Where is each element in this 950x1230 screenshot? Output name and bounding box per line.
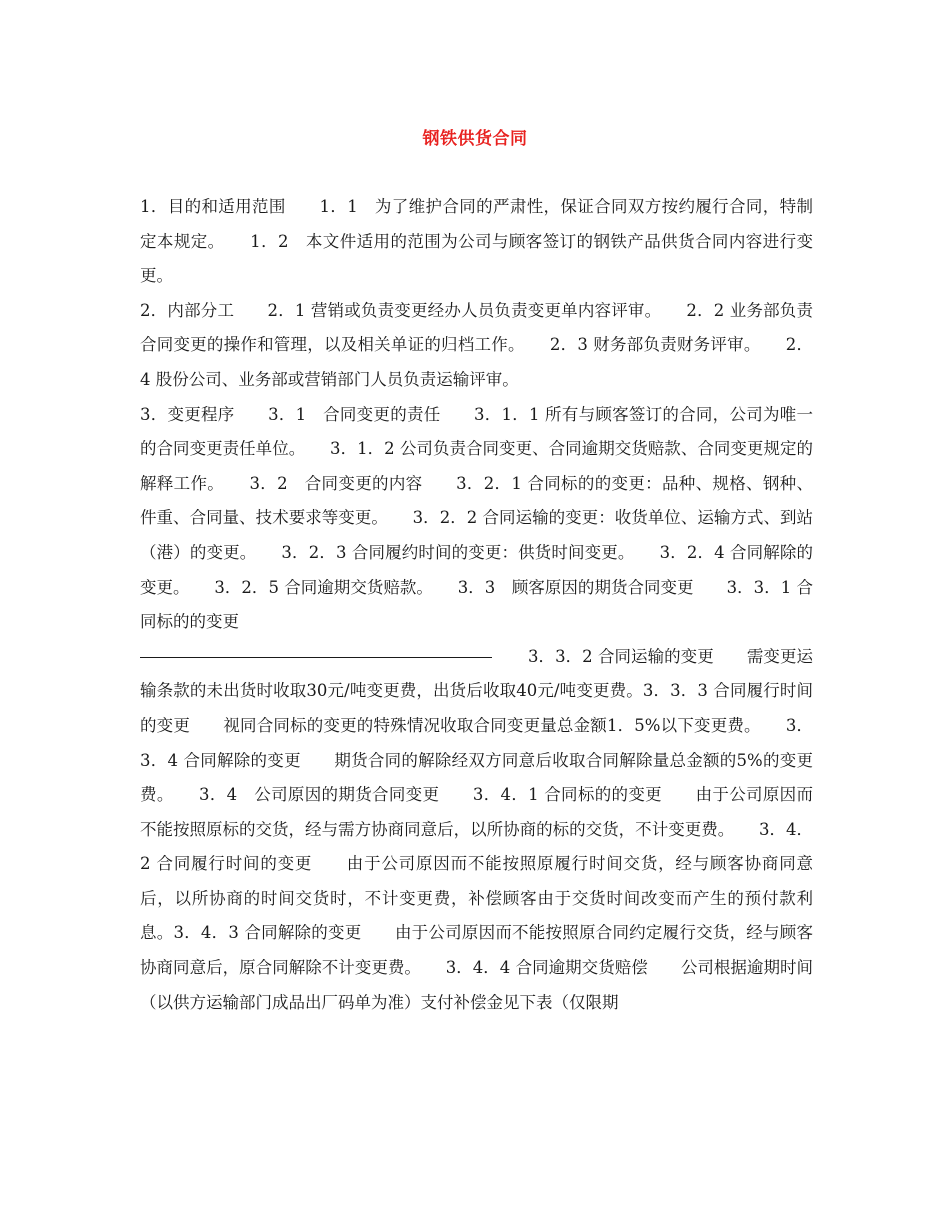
section-purpose-scope: 1．目的和适用范围 1．1 为了维护合同的严肃性，保证合同双方按约履行合同，特制定本规定。 1．2 本文件适用的范围为公司与顾客签订的钢铁产品供货合同内容进行变更。 [140,197,813,286]
fill-in-blank-line [140,656,492,658]
section-change-procedure [140,398,813,1021]
section-internal-division: 2．内部分工 2．1 营销或负责变更经办人员负责变更单内容评审。 2．2 业务部负责合同变更的操作和管理，以及相关单证的归档工作。 2．3 财务部负责财务评审。 2．4 股份公司、业务部或营销部门人员负责运输评审。 [140,300,813,389]
document-title: 钢铁供货合同 [422,129,528,149]
section-change-procedure-part1: 3．变更程序 3．1 合同变更的责任 3．1．1 所有与顾客签订的合同，公司为唯一的合同变更责任单位。 3．1．2 公司负责合同变更、合同逾期交货赔款、合同变更规定的解释工作。 3．2 合同变更的内容 3．2．1 合同标的的变更：品种、规格、钢种、件重、合同量、技术要求等变更。 3．2．2 合同运输的变更：收货单位、运输方式、到站（港）的变更。 3．2．3 合同履约时间的变更：供货时间变更。 3．2．4 合同解除的变更。 3．2．5 合同逾期交货赔款。 3．3 顾客原因的期货合同变更 3．3．1 合同标的的变更 [140,404,813,632]
section-change-procedure-part2: 3．3．2 合同运输的变更 需变更运输条款的未出货时收取30元/吨变更费，出货后收取40元/吨变更费。3．3．3 合同履行时间的变更 视同合同标的变更的特殊情况收取合同变更量总金额1．5%以下变更费。 3．3．4 合同解除的变更 期货合同的解除经双方同意后收取合同解除量总金额的5%的变更费。 3．4 公司原因的期货合同变更 3．4．1 合同标的的变更 由于公司原因而不能按照原标的交货，经与需方协商同意后，以所协商的标的交货，不计变更费。 3．4．2 合同履行时间的变更 由于公司原因而不能按照原履行时间交货，经与顾客协商同意后，以所协商的时间交货时，不计变更费，补偿顾客由于交货时间改变而产生的预付款利息。3．4．3 合同解除的变更 由于公司原因而不能按照原合同约定履行交货，经与顾客协商同意后，原合同解除不计变更费。 3．4．4 合同逾期交货赔偿 公司根据逾期时间（以供方运输部门成品出厂码单为准）支付补偿金见下表（仅限期 [140,646,813,1012]
document-body [140,190,813,1020]
